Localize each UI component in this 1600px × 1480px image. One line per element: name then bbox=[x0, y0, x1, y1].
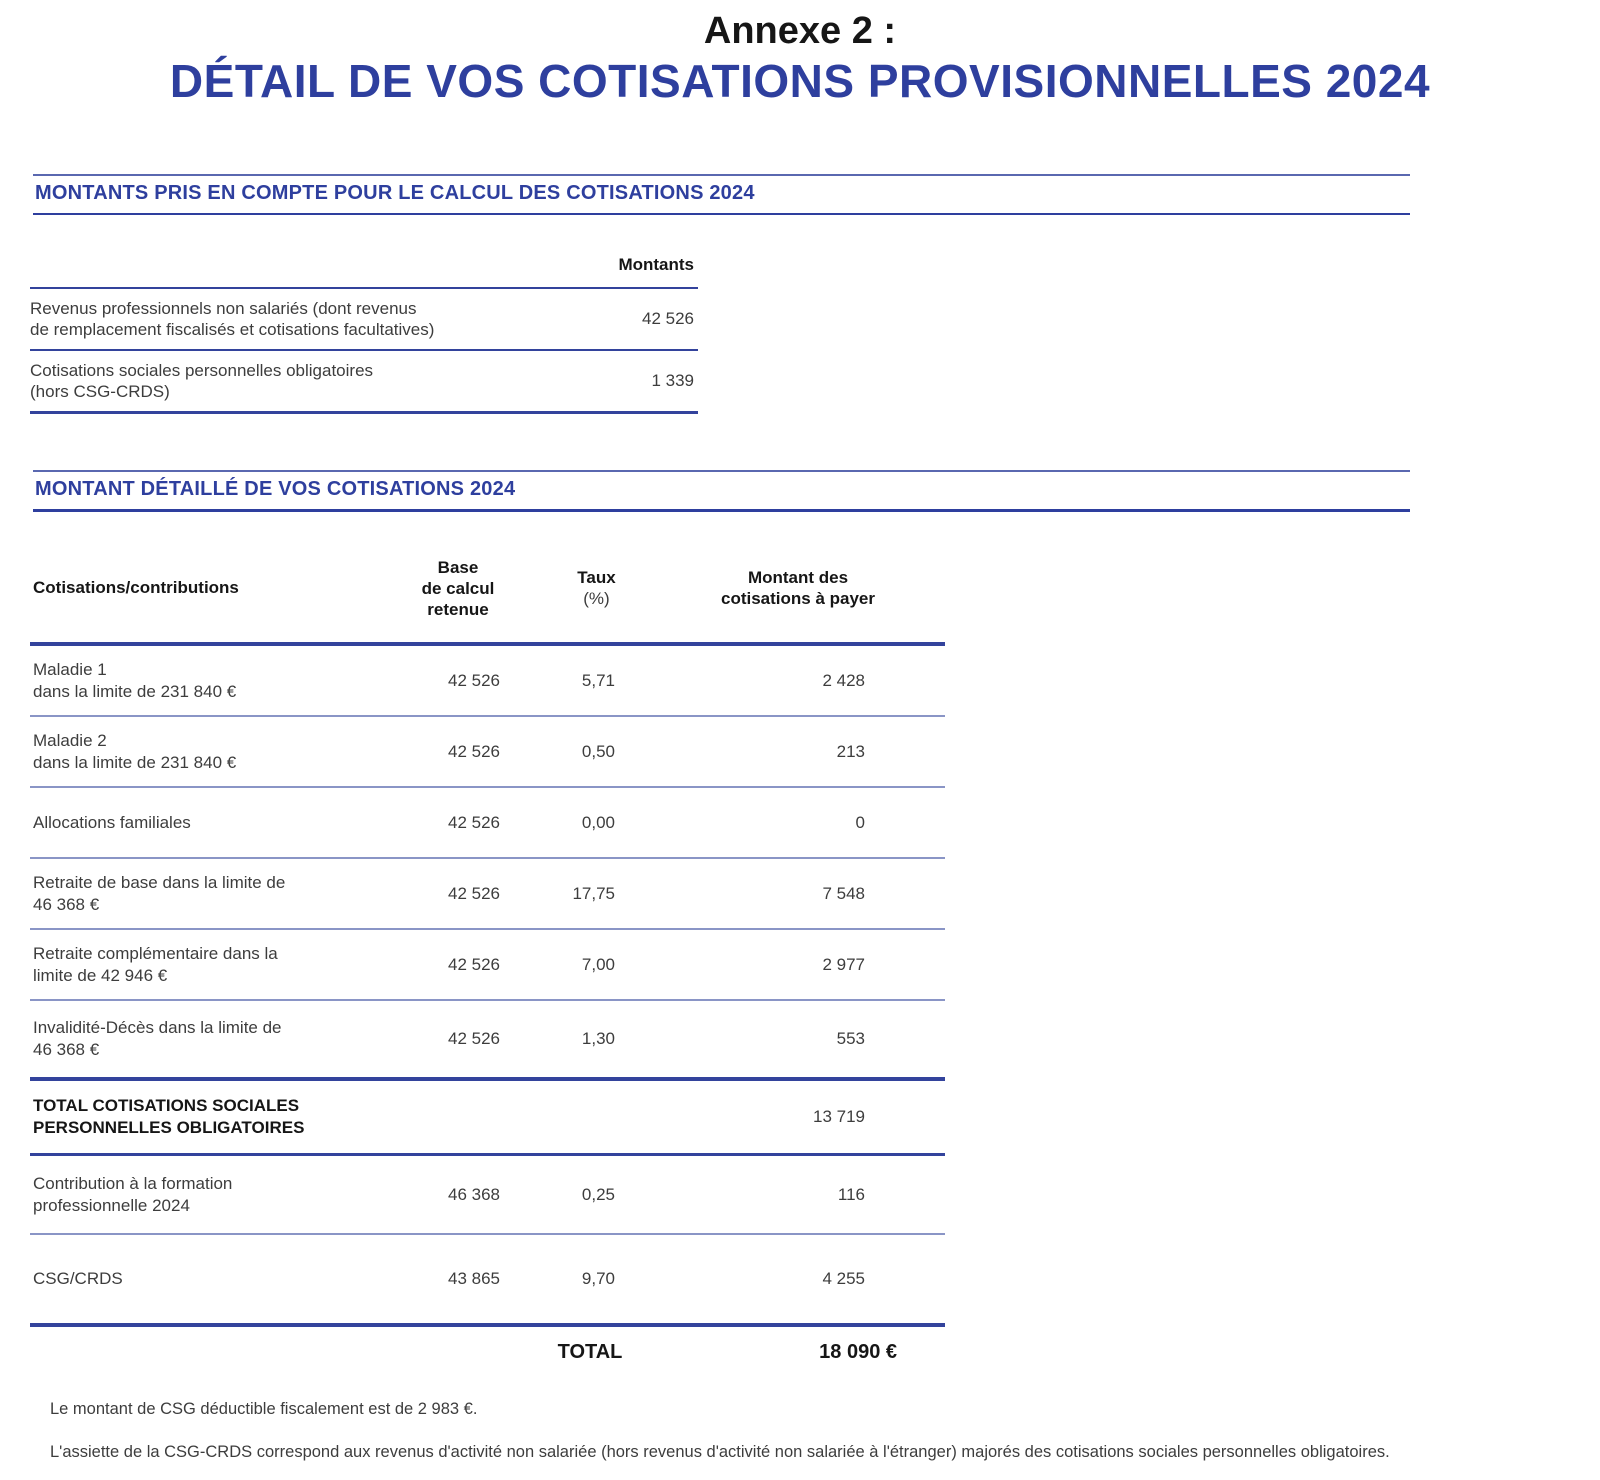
row-label: Retraite de base dans la limite de 46 368 € bbox=[33, 872, 286, 914]
amounts-table bbox=[30, 255, 698, 414]
row-total-cotisations-sociales bbox=[30, 1081, 945, 1156]
row-label bbox=[30, 298, 434, 340]
section2-heading: MONTANT DÉTAILLÉ DE VOS COTISATIONS 2024 bbox=[35, 478, 516, 500]
row-base: 42 526 bbox=[448, 954, 500, 974]
contributions-table bbox=[30, 526, 945, 1374]
row-retraite-complementaire bbox=[30, 930, 945, 1001]
section2-heading-band bbox=[33, 470, 1410, 512]
row-allocations-familiales bbox=[30, 788, 945, 859]
row-label: TOTAL COTISATIONS SOCIALES PERSONNELLES OBLIGATOIRES bbox=[33, 1096, 305, 1137]
row-taux: 17,75 bbox=[572, 883, 615, 903]
row-taux: 7,00 bbox=[581, 954, 615, 974]
row-label: Allocations familiales bbox=[33, 812, 191, 832]
row-taux: 1,30 bbox=[581, 1029, 615, 1048]
row-label-line1: Cotisations sociales personnelles obligatoires bbox=[30, 361, 374, 380]
footnote-csg-deductible: Le montant de CSG déductible fiscalement est de 2 983 €. bbox=[50, 1400, 478, 1418]
row-montant: 7 548 bbox=[822, 883, 865, 903]
table-total-row bbox=[30, 1327, 945, 1374]
row-label-line2: de remplacement fiscalisés et cotisations facultatives) bbox=[30, 320, 435, 339]
table-row-cotisations-sociales bbox=[30, 349, 698, 411]
row-montant: 4 255 bbox=[822, 1269, 865, 1288]
row-label: Contribution à la formation professionnelle 2024 bbox=[33, 1173, 233, 1215]
contributions-table-header-row bbox=[30, 526, 945, 646]
row-taux: 0,25 bbox=[581, 1184, 615, 1204]
row-base: 42 526 bbox=[448, 812, 500, 832]
column-header-montant: Montant des cotisations à payer bbox=[720, 568, 875, 608]
row-label: Maladie 1 dans la limite de 231 840 € bbox=[33, 659, 237, 701]
row-montant: 116 bbox=[837, 1184, 865, 1204]
row-montant: 2 977 bbox=[822, 954, 865, 974]
row-taux: 0,50 bbox=[581, 741, 615, 761]
row-taux: 5,71 bbox=[581, 670, 615, 690]
row-base: 42 526 bbox=[448, 883, 500, 903]
row-montant: 553 bbox=[836, 1029, 865, 1048]
row-taux: 0,00 bbox=[581, 812, 615, 832]
row-montant: 213 bbox=[836, 741, 865, 761]
row-retraite-de-base bbox=[30, 859, 945, 930]
row-montant: 13 719 bbox=[813, 1107, 865, 1126]
row-label: Maladie 2 dans la limite de 231 840 € bbox=[33, 730, 237, 772]
row-base: 42 526 bbox=[448, 1029, 500, 1048]
total-label: TOTAL bbox=[557, 1341, 623, 1363]
column-header-base: Base de calcul retenue bbox=[421, 557, 495, 619]
amounts-column-header: Montants bbox=[618, 255, 694, 274]
row-label bbox=[30, 360, 373, 402]
row-invalidite-deces bbox=[30, 1001, 945, 1081]
row-label: CSG/CRDS bbox=[33, 1269, 123, 1288]
footnote-assiette-csg-crds: L'assiette de la CSG-CRDS correspond aux revenus d'activité non salariée (hors revenus d'activité non salariée à l'étranger) majorés des cotisations sociales personnelles obligatoires. bbox=[50, 1443, 1390, 1461]
row-csg-crds bbox=[30, 1235, 945, 1327]
footnotes bbox=[50, 1394, 1450, 1468]
row-label: Retraite complémentaire dans la limite de 42 946 € bbox=[33, 943, 278, 985]
row-base: 42 526 bbox=[448, 741, 500, 761]
table-row-revenus-professionnels bbox=[30, 287, 698, 349]
column-header-cotisations: Cotisations/contributions bbox=[33, 578, 239, 597]
page-title: DÉTAIL DE VOS COTISATIONS PROVISIONNELLES 2024 bbox=[169, 55, 1431, 107]
row-montant: 0 bbox=[855, 812, 865, 832]
row-base: 46 368 bbox=[448, 1184, 500, 1204]
row-amount: 42 526 bbox=[642, 309, 694, 328]
row-taux: 9,70 bbox=[581, 1269, 615, 1288]
column-header-taux: Taux (%) bbox=[577, 568, 616, 608]
row-maladie-2 bbox=[30, 717, 945, 788]
row-contribution-formation bbox=[30, 1156, 945, 1235]
section1-heading: MONTANTS PRIS EN COMPTE POUR LE CALCUL DES COTISATIONS 2024 bbox=[35, 182, 755, 204]
row-maladie-1 bbox=[30, 646, 945, 717]
row-base: 42 526 bbox=[448, 670, 500, 690]
annexe-title: Annexe 2 : bbox=[703, 10, 897, 52]
total-amount: 18 090 € bbox=[819, 1341, 897, 1363]
row-label: Invalidité-Décès dans la limite de 46 368 € bbox=[33, 1018, 282, 1059]
row-amount: 1 339 bbox=[651, 371, 694, 390]
row-label-line2: (hors CSG-CRDS) bbox=[30, 382, 170, 401]
section1-heading-band bbox=[33, 174, 1410, 215]
row-base: 43 865 bbox=[448, 1269, 500, 1288]
row-montant: 2 428 bbox=[822, 670, 865, 690]
row-label-line1: Revenus professionnels non salariés (dont revenus bbox=[30, 299, 417, 318]
